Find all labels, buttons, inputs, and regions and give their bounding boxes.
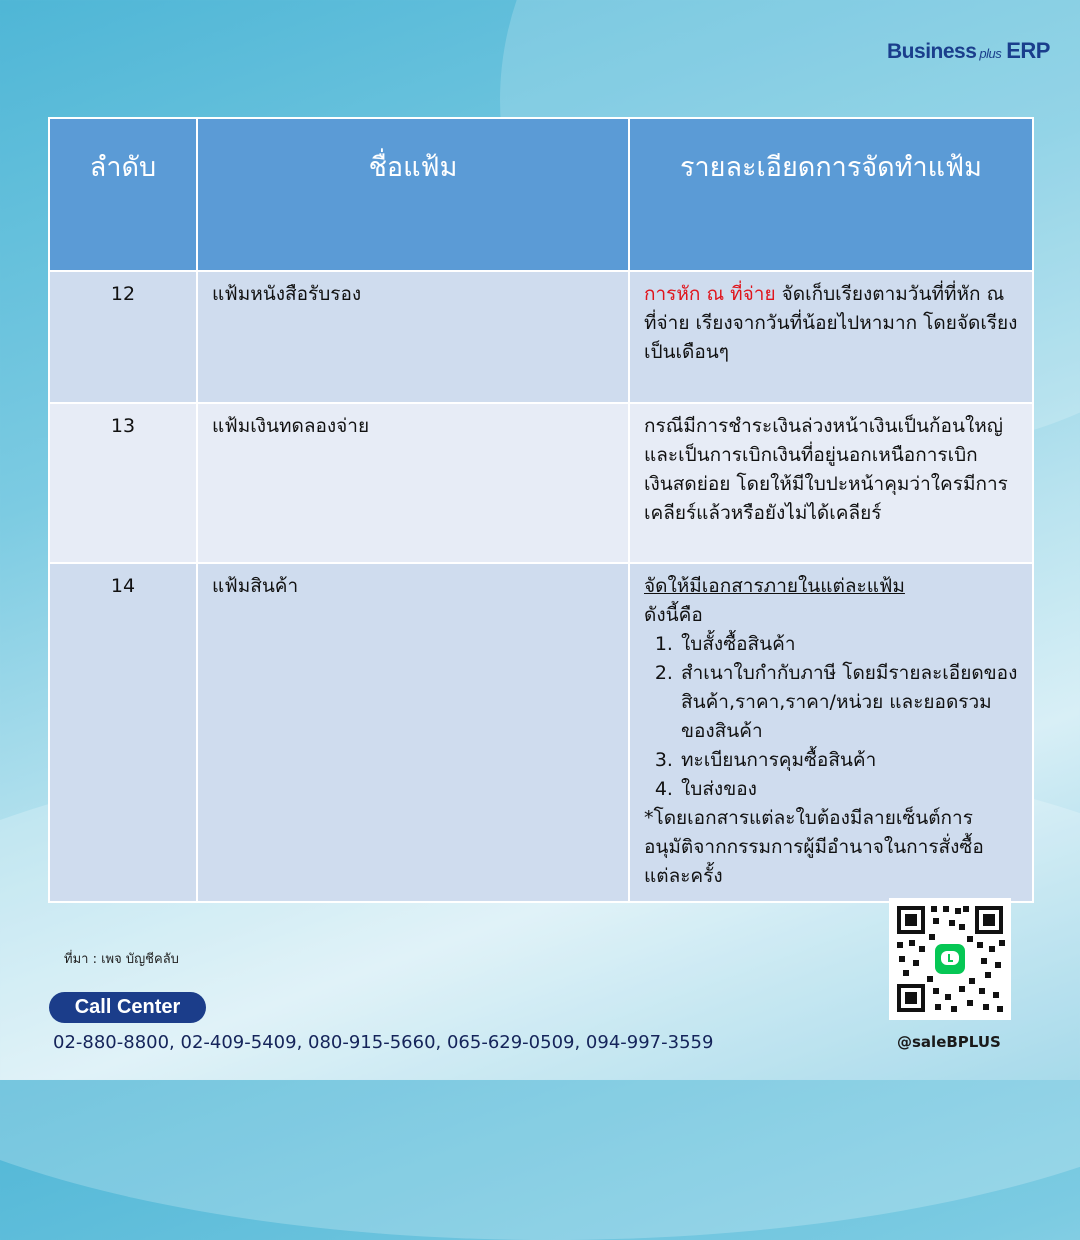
- file-table: [48, 117, 1034, 903]
- detail-intro: ดังนี้คือ: [644, 604, 703, 626]
- detail-heading: จัดให้มีเอกสารภายในแต่ละแฟ้ม: [644, 575, 905, 597]
- detail-highlight: การหัก ณ ที่จ่าย: [644, 283, 776, 305]
- table-row: [49, 403, 1033, 563]
- list-item: 2. สำเนาใบกำกับภาษี โดยมีรายละเอียดของสินค้า,ราคา,ราคา/หน่วย และยอดรวมของสินค้า: [679, 659, 1018, 746]
- row-file-detail: [629, 271, 1033, 403]
- row-file-detail: [629, 563, 1033, 902]
- table-row: [49, 563, 1033, 902]
- table-row: [49, 271, 1033, 403]
- source-credit: ที่มา : เพจ บัญชีคลับ: [64, 952, 179, 967]
- list-item: 1. ใบสั้งซื้อสินค้า: [679, 630, 1018, 659]
- qr-code-graphic: [889, 898, 1011, 1020]
- header-file-detail: รายละเอียดการจัดทำแฟ้ม: [629, 118, 1033, 271]
- table-header-row: [49, 118, 1033, 271]
- qr-code-icon[interactable]: [889, 898, 1011, 1020]
- row-number: 14: [49, 563, 197, 902]
- detail-text: จัดเก็บเรียงตามวันที่ที่หัก ณ ที่จ่าย เรียงจากวันที่น้อยไปหามาก โดยจัดเรียงเป็นเดือนๆ: [644, 283, 1018, 363]
- row-number: 12: [49, 271, 197, 403]
- list-item: 3. ทะเบียนการคุมซื้อสินค้า: [679, 746, 1018, 775]
- row-file-name: แฟ้มสินค้า: [197, 563, 629, 902]
- header-order: ลำดับ: [49, 118, 197, 271]
- header-file-name: ชื่อแฟ้ม: [197, 118, 629, 271]
- list-item: 4. ใบส่งของ: [679, 775, 1018, 804]
- row-file-detail: กรณีมีการชำระเงินล่วงหน้าเงินเป็นก้อนใหญ่ และเป็นการเบิกเงินที่อยู่นอกเหนือการเบิกเงินสดย่อย โดยให้มีใบปะหน้าคุมว่าใครมีการเคลียร์แล้วหรือยังไม่ได้เคลียร์: [629, 403, 1033, 563]
- detail-list: [644, 630, 1018, 804]
- detail-note: *โดยเอกสารแต่ละใบต้องมีลายเซ็นต์การอนุมัติจากกรรมการผู้มีอำนาจในการสั่งซื้อแต่ละครั้ง: [644, 807, 984, 887]
- phone-numbers[interactable]: 02-880-8800, 02-409-5409, 080-915-5660, 065-629-0509, 094-997-3559: [53, 1032, 714, 1053]
- call-center-badge: Call Center: [49, 992, 206, 1023]
- brand-logo: Business plus ERP: [887, 38, 1050, 63]
- line-handle[interactable]: @saleBPLUS: [897, 1033, 1001, 1051]
- row-number: 13: [49, 403, 197, 563]
- row-file-name: แฟ้มเงินทดลองจ่าย: [197, 403, 629, 563]
- row-file-name: แฟ้มหนังสือรับรอง: [197, 271, 629, 403]
